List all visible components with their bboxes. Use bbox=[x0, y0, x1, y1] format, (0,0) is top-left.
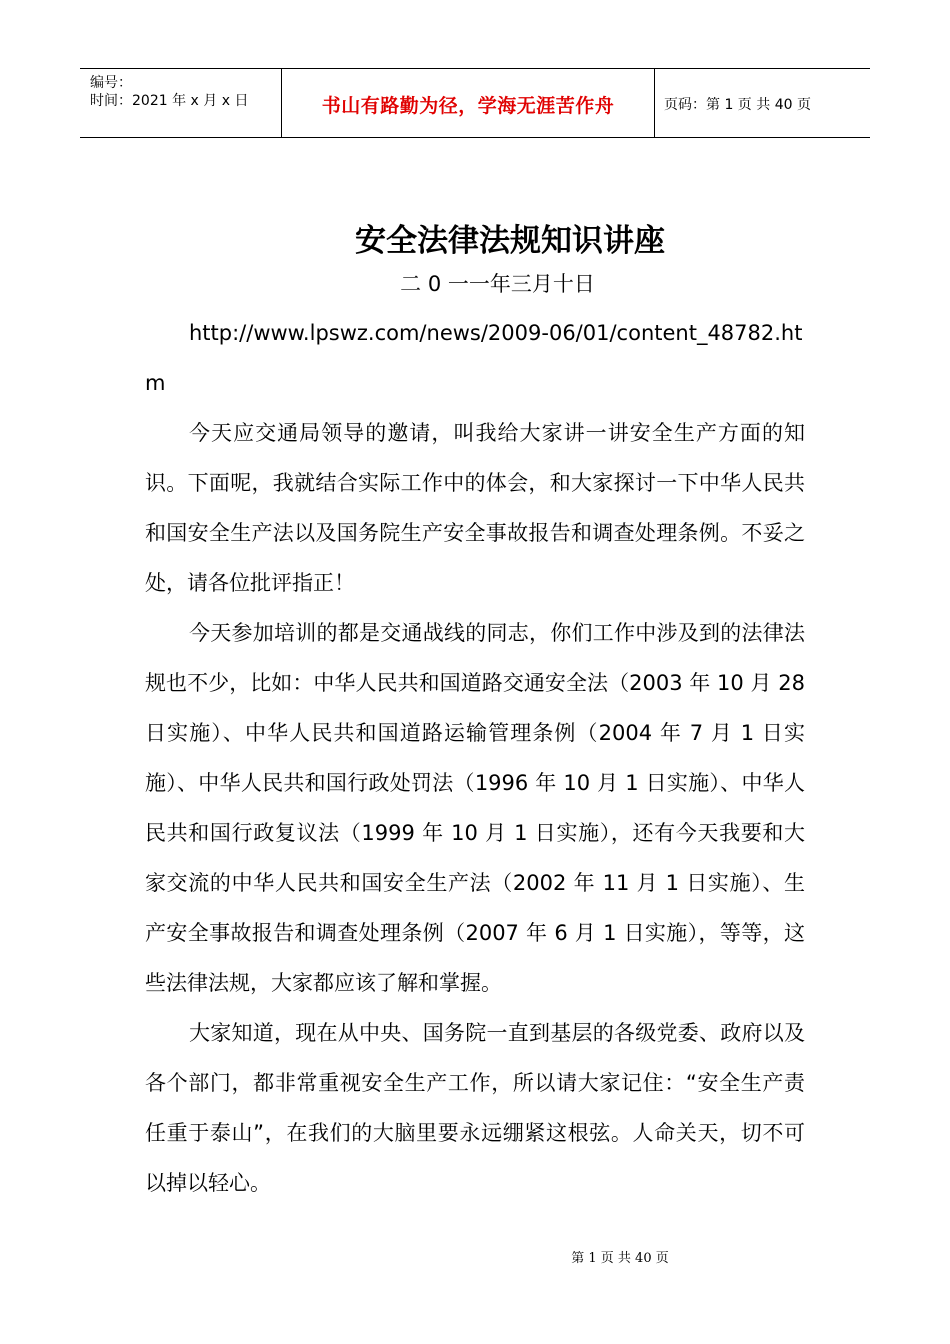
header-motto-cell bbox=[281, 69, 655, 137]
header-table bbox=[80, 68, 870, 138]
document-body bbox=[145, 308, 805, 1208]
body-paragraph-3: 大家知道，现在从中央、国务院一直到基层的各级党委、政府以及各个部门，都非常重视安全生产工作，所以请大家记住：“安全生产责任重于泰山”，在我们的大脑里要永远绷紧这根弦。人命关天，切不可以掉以轻心。 bbox=[145, 1021, 805, 1195]
document-number-label: 编号： bbox=[90, 75, 132, 91]
header-page-cell bbox=[654, 69, 870, 137]
header-meta-cell bbox=[80, 69, 280, 137]
page-footer: 第 1 页 共 40 页 bbox=[571, 1251, 669, 1266]
document-date: 二 0 一一年三月十日 bbox=[400, 272, 595, 296]
document-time-label: 时间：2021 年 x 月 x 日 bbox=[90, 93, 249, 109]
body-paragraph-2: 今天参加培训的都是交通战线的同志，你们工作中涉及到的法律法规也不少，比如：中华人民共和国道路交通安全法（2003 年 10 月 28 日实施）、中华人民共和国道路运输管理条例（2004 年 7 月 1 日实施）、中华人民共和国行政处罚法（1996 年 10 月 1 日实施）、中华人民共和国行政复议法（1999 年 10 月 1 日实施），还有今天我要和大家交流的中华人民共和国安全生产法（2002 年 11 月 1 日实施）、生产安全事故报告和调查处理条例（2007 年 6 月 1 日实施），等等，这些法律法规，大家都应该了解和掌握。 bbox=[145, 621, 805, 995]
body-paragraph-1: 今天应交通局领导的邀请，叫我给大家讲一讲安全生产方面的知识。下面呢，我就结合实际工作中的体会，和大家探讨一下中华人民共和国安全生产法以及国务院生产安全事故报告和调查处理条例。不妥之处，请各位批评指正！ bbox=[145, 421, 805, 595]
header-page-info: 页码：第 1 页 共 40 页 bbox=[664, 97, 811, 113]
header-motto: 书山有路勤为径，学海无涯苦作舟 bbox=[321, 95, 615, 117]
document-title: 安全法律法规知识讲座 bbox=[355, 223, 665, 259]
source-url: http://www.lpswz.com/news/2009-06/01/content_48782.htm bbox=[145, 321, 803, 395]
